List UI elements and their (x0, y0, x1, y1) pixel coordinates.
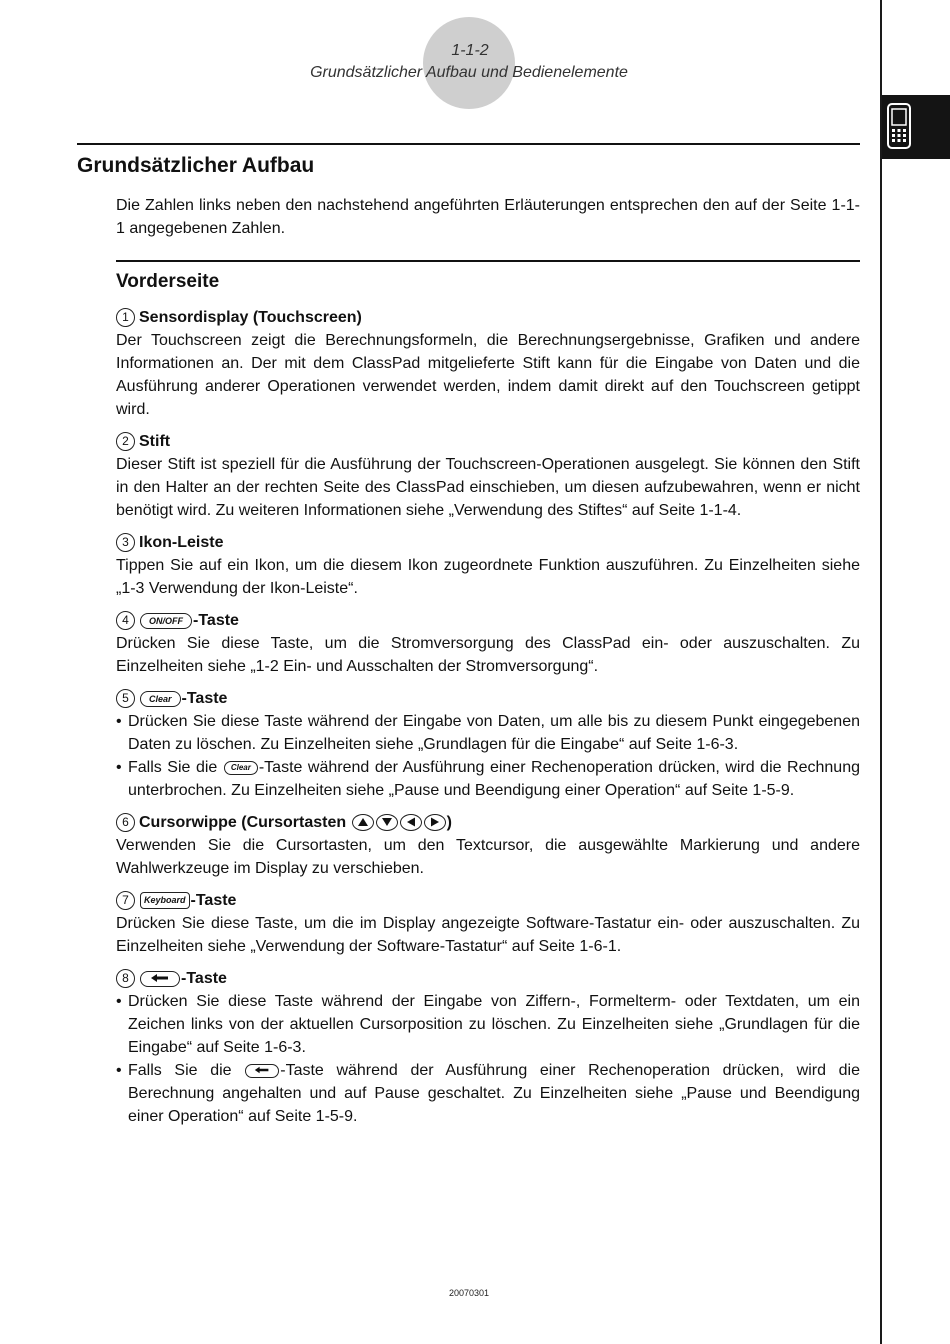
bullet-item: • Falls Sie die -Taste während der Ausführung einer Rechenoperation drücken, wird die Berechnung angehalten und auf Pause geschaltet. Zu Einzelheiten siehe „Pause und Beendigung einer Operation“ auf Seite 1-5-9. (116, 1062, 861, 1125)
item-1 (116, 306, 860, 421)
item-body: Der Touchscreen zeigt die Berechnungsformeln, die Berechnungsergebnisse, Grafiken und andere Informationen an. Der mit dem ClassPad mitgelieferte Stift kann für die Eingabe von Daten und die Ausführung anderer Operationen verwendet werden, indem damit direkt auf den Touchscreen getippt wird. (116, 332, 860, 418)
page-margin-line (880, 0, 882, 1344)
cursor-down-key-icon (376, 814, 398, 831)
page-number-circle (423, 17, 515, 109)
item-6 (116, 811, 860, 880)
item-5 (116, 687, 860, 802)
item-title: Stift (139, 433, 171, 450)
item-title: -Taste (190, 892, 237, 909)
item-title: Cursorwippe (Cursortasten (139, 814, 347, 831)
backspace-key-icon (140, 971, 180, 987)
item-number: 1 (116, 308, 135, 327)
backspace-key-icon (245, 1064, 279, 1078)
item-title: Sensordisplay (Touchscreen) (139, 309, 362, 326)
item-number: 5 (116, 689, 135, 708)
item-number: 8 (116, 969, 135, 988)
item-title: Ikon-Leiste (139, 534, 224, 551)
item-title: -Taste (193, 612, 239, 629)
page-number: 1-1-2 (451, 42, 489, 59)
clear-key-icon: Clear (224, 761, 258, 775)
intro-text: Die Zahlen links neben den nachstehend angeführten Erläuterungen entsprechen den auf der Seite 1-1-1 angegebenen Zahlen. (116, 197, 860, 237)
item-4 (116, 609, 860, 678)
cursor-right-key-icon (424, 814, 446, 831)
item-body: Verwenden Sie die Cursortasten, um den Textcursor, die ausgewählte Markierung und andere Wahlwerkzeuge im Display zu verschieben. (116, 837, 860, 877)
bullet-item: • Drücken Sie diese Taste während der Eingabe von Ziffern-, Formelterm- oder Textdaten, um ein Zeichen links von der aktuellen Cursorposition zu löschen. Zu Einzelheiten siehe „Grundlagen für die Eingabe“ auf Seite 1-6-3. (116, 993, 860, 1056)
calculator-icon (887, 103, 911, 149)
item-7 (116, 889, 860, 958)
keyboard-key-icon: Keyboard (140, 892, 190, 909)
on-off-key-icon: ON/OFF (140, 613, 192, 629)
bullet-item: • Falls Sie die Clear -Taste während der Ausführung einer Rechenoperation drücken, wird die Rechnung unterbrochen. Zu Einzelheiten siehe „Pause und Beendigung einer Operation“ auf Seite 1-5-9. (116, 759, 860, 799)
cursor-up-key-icon (352, 814, 374, 831)
chapter-tab (882, 95, 950, 159)
cursor-left-key-icon (400, 814, 422, 831)
item-body: Drücken Sie diese Taste, um die im Display angezeigte Software-Tastatur ein- oder auszuschalten. Zu Einzelheiten siehe „Verwendung der Software-Tastatur“ auf Seite 1-6-1. (116, 915, 860, 955)
item-number: 3 (116, 533, 135, 552)
item-title: -Taste (181, 970, 227, 987)
item-number: 6 (116, 813, 135, 832)
section-divider (77, 143, 860, 145)
item-title: -Taste (181, 690, 228, 707)
footer-code: 20070301 (448, 1288, 490, 1298)
item-title-end: ) (446, 814, 452, 831)
item-number: 2 (116, 432, 135, 451)
item-number: 7 (116, 891, 135, 910)
item-list (116, 306, 860, 1137)
item-body: Tippen Sie auf ein Ikon, um die diesem Ikon zugeordnete Funktion auszuführen. Zu Einzelheiten siehe „1-3 Verwendung der Ikon-Leiste“. (116, 557, 860, 597)
item-body: Drücken Sie diese Taste, um die Stromversorgung des ClassPad ein- oder auszuschalten. Zu Einzelheiten siehe „1-2 Ein- und Ausschalten der Stromversorgung“. (116, 635, 860, 675)
item-8 (116, 967, 860, 1128)
item-body: Dieser Stift ist speziell für die Ausführung der Touchscreen-Operationen ausgelegt. Sie können den Stift in den Halter an der rechten Seite des ClassPad einschieben, um diesen aufzubewahren, wenn er nicht benötigt wird. Zu weiteren Informationen siehe „Verwendung des Stiftes“ auf Seite 1-1-4. (116, 456, 860, 519)
bullet-item: • Drücken Sie diese Taste während der Eingabe von Daten, um alle bis zu diesem Punkt eingegebenen Daten zu löschen. Zu Einzelheiten siehe „Grundlagen für die Eingabe“ auf Seite 1-6-3. (116, 713, 860, 753)
section-intro (116, 194, 860, 240)
subsection-divider (116, 260, 860, 262)
item-2 (116, 430, 860, 522)
section-title: Grundsätzlicher Aufbau (77, 154, 315, 177)
subsection-title: Vorderseite (116, 271, 220, 292)
clear-key-icon: Clear (140, 691, 181, 707)
page-subtitle: Grundsätzlicher Aufbau und Bedienelemente (310, 64, 628, 81)
item-number: 4 (116, 611, 135, 630)
item-3 (116, 531, 860, 600)
